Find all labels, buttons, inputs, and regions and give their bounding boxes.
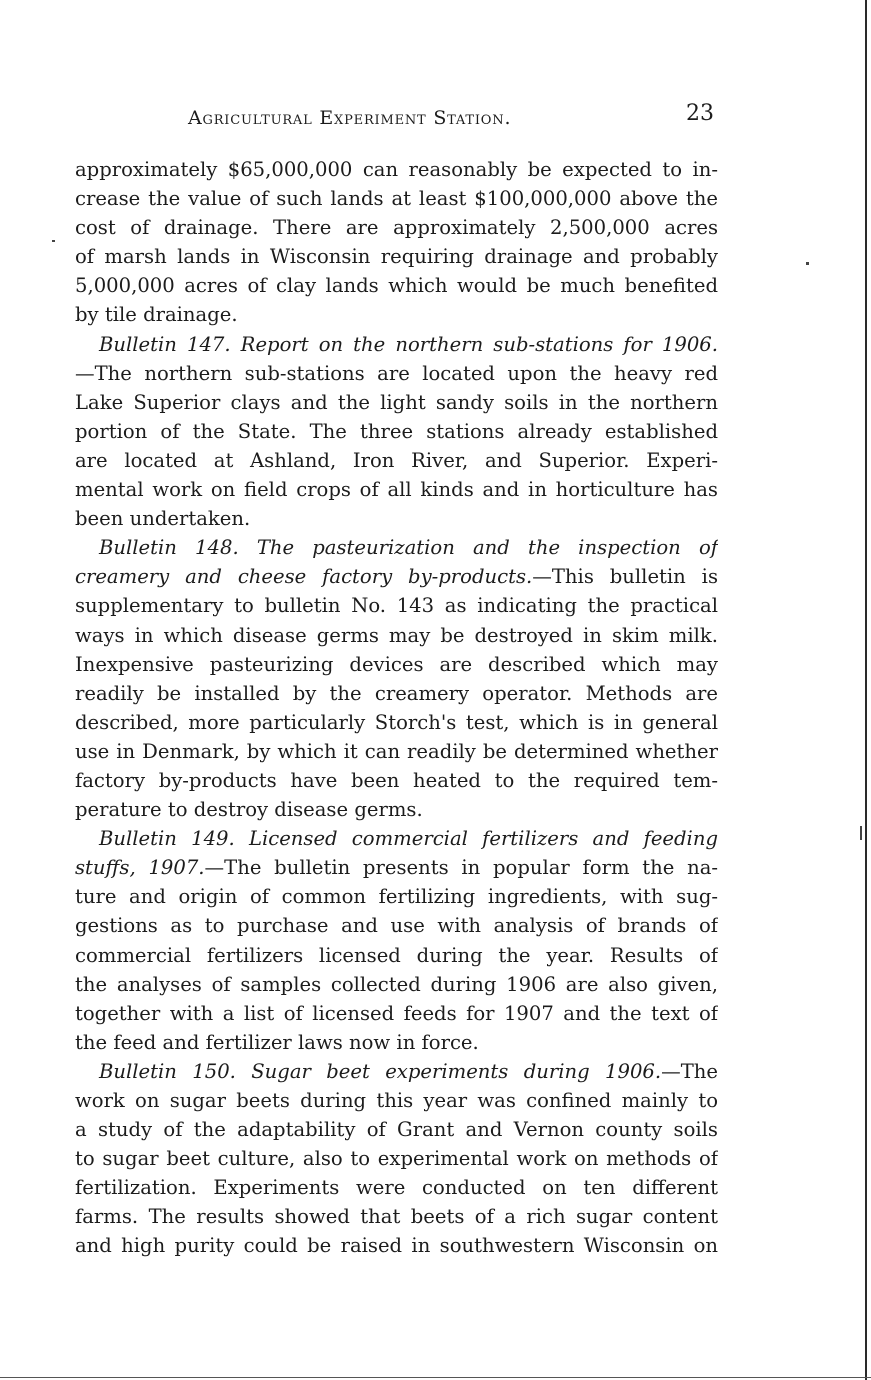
line-text: mental work on field crops of all kinds and in horticulture has xyxy=(75,478,718,502)
text-line xyxy=(75,1144,718,1173)
text-line xyxy=(75,504,718,533)
text-line xyxy=(75,882,718,911)
line-text: portion of the State. The three stations already established xyxy=(75,419,718,443)
text-line xyxy=(75,999,718,1028)
line-text: farms. The results showed that beets of a rich sugar content xyxy=(75,1205,718,1229)
text-line xyxy=(75,417,718,446)
text-line xyxy=(75,1057,718,1086)
text-line xyxy=(75,679,718,708)
bulletin-title: Bulletin 147. Report on the northern sub-stations for 1906. xyxy=(99,332,718,356)
line-text: fertilization. Experiments were conducted on ten different xyxy=(75,1176,718,1200)
line-text: the feed and fertilizer laws now in force. xyxy=(75,1030,479,1054)
page-header xyxy=(0,101,871,135)
text-line xyxy=(75,650,718,679)
text-line xyxy=(75,213,718,242)
line-text: 5,000,000 acres of clay lands which would be much benefited xyxy=(75,274,718,298)
text-line xyxy=(75,970,718,999)
line-text: supplementary to bulletin No. 143 as indicating the practical xyxy=(75,594,718,618)
page-edge-bottom xyxy=(0,1377,871,1378)
page-number: 23 xyxy=(686,101,714,126)
text-line xyxy=(75,795,718,824)
text-line xyxy=(75,824,718,853)
line-text: by tile drainage. xyxy=(75,303,238,327)
line-text: and high purity could be raised in southwestern Wisconsin on xyxy=(75,1234,718,1258)
line-text: cost of drainage. There are approximately 2,500,000 acres xyxy=(75,216,718,240)
text-line xyxy=(75,1086,718,1115)
line-text: together with a list of licensed feeds for 1907 and the text of xyxy=(75,1001,718,1025)
text-line xyxy=(75,271,718,300)
line-text: to sugar beet culture, also to experimental work on methods of xyxy=(75,1147,718,1171)
text-line xyxy=(75,562,718,591)
page-edge-right xyxy=(865,0,867,1380)
text-line xyxy=(75,1202,718,1231)
text-line xyxy=(75,184,718,213)
bulletin-title: creamery and cheese factory by-products. xyxy=(75,565,533,589)
bulletin-title: Bulletin 150. Sugar beet experiments during 1906. xyxy=(99,1059,662,1083)
text-line xyxy=(75,766,718,795)
line-text: been undertaken. xyxy=(75,507,251,531)
text-line xyxy=(75,300,718,329)
text-line xyxy=(75,1115,718,1144)
text-line xyxy=(75,737,718,766)
line-text: ways in which disease germs may be destroyed in skim milk. xyxy=(75,623,718,647)
body-text xyxy=(75,155,718,1261)
running-head: Agricultural Experiment Station. xyxy=(188,107,512,129)
scan-speck xyxy=(860,826,862,840)
text-line xyxy=(75,446,718,475)
line-text: of marsh lands in Wisconsin requiring drainage and probably xyxy=(75,245,718,269)
line-text: perature to destroy disease germs. xyxy=(75,798,423,822)
text-line xyxy=(75,242,718,271)
line-text: —This bulletin is xyxy=(532,565,718,589)
text-line xyxy=(75,708,718,737)
text-line xyxy=(75,330,718,359)
line-text: factory by-products have been heated to the required tem- xyxy=(75,768,718,792)
line-text: readily be installed by the creamery operator. Methods are xyxy=(75,681,718,705)
text-line xyxy=(75,591,718,620)
line-text: —The bulletin presents in popular form the na- xyxy=(204,856,718,880)
bulletin-title: stuffs, 1907. xyxy=(75,856,205,880)
line-text: commercial fertilizers licensed during the year. Results of xyxy=(75,943,718,967)
text-line xyxy=(75,911,718,940)
line-text: Lake Superior clays and the light sandy soils in the northern xyxy=(75,390,718,414)
text-line xyxy=(75,1231,718,1260)
text-line xyxy=(75,155,718,184)
line-text: crease the value of such lands at least $100,000,000 above the xyxy=(75,187,718,211)
line-text: approximately $65,000,000 can reasonably be expected to in- xyxy=(75,158,718,181)
text-line xyxy=(75,1173,718,1202)
line-text: —The xyxy=(661,1059,718,1083)
line-text: gestions as to purchase and use with analysis of brands of xyxy=(75,914,718,938)
text-line xyxy=(75,853,718,882)
text-line xyxy=(75,475,718,504)
line-text: Inexpensive pasteurizing devices are described which may xyxy=(75,652,718,676)
line-text: work on sugar beets during this year was confined mainly to xyxy=(75,1089,718,1112)
line-text: a study of the adaptability of Grant and Vernon county soils xyxy=(75,1118,718,1142)
line-text: ture and origin of common fertilizing ingredients, with sug- xyxy=(75,885,718,909)
bulletin-title: Bulletin 149. Licensed commercial fertilizers and feeding xyxy=(99,827,718,851)
scan-speck xyxy=(806,262,809,265)
scan-speck xyxy=(52,240,55,242)
text-line xyxy=(75,359,718,388)
line-text: —The northern sub-stations are located upon the heavy red xyxy=(75,361,718,385)
bulletin-title: Bulletin 148. The pasteurization and the inspection of xyxy=(99,536,718,560)
line-text: the analyses of samples collected during 1906 are also given, xyxy=(75,972,718,996)
text-line xyxy=(75,941,718,970)
line-text: described, more particularly Storch's test, which is in general xyxy=(75,710,718,734)
line-text: use in Denmark, by which it can readily be determined whether xyxy=(75,739,718,763)
line-text: are located at Ashland, Iron River, and Superior. Experi- xyxy=(75,448,718,472)
text-line xyxy=(75,621,718,650)
text-line xyxy=(75,533,718,562)
text-line xyxy=(75,388,718,417)
text-line xyxy=(75,1028,718,1057)
